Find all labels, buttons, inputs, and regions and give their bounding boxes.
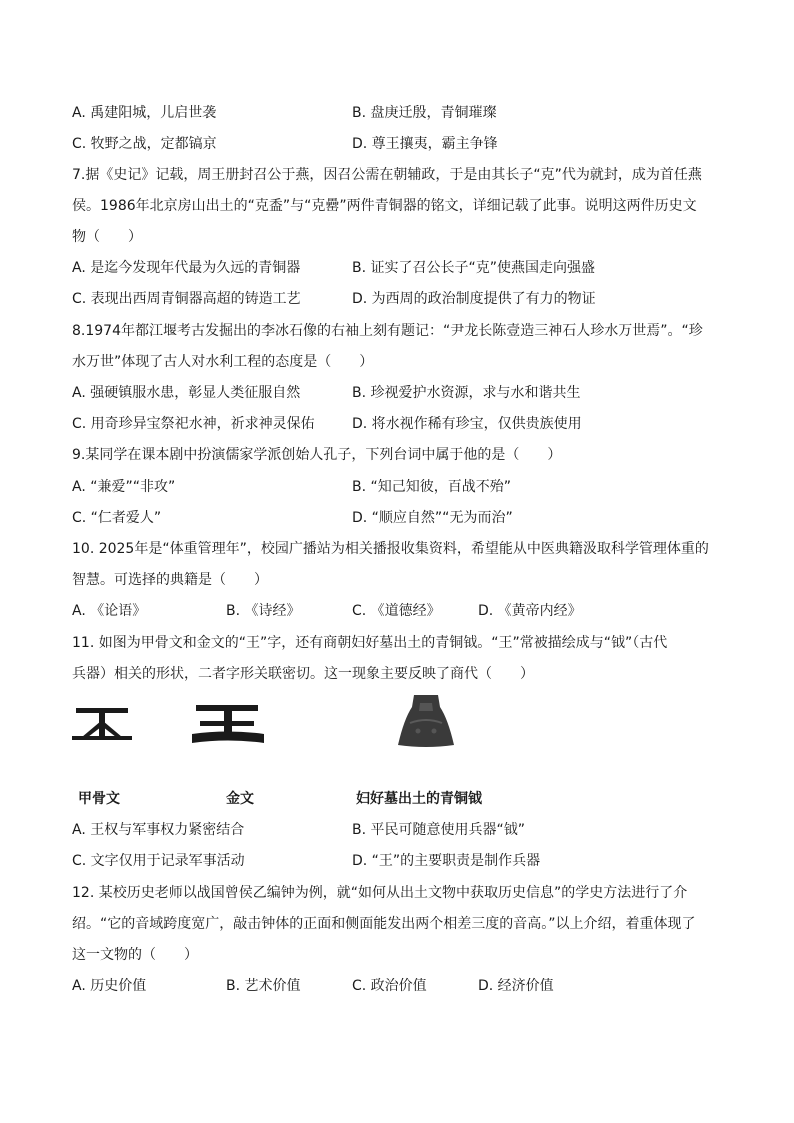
- bronze-script-wang-glyph: [190, 701, 268, 747]
- q8-option-d: D. 将水视作稀有珍宝，仅供贵族使用: [352, 416, 582, 432]
- q10-option-b: B. 《诗经》: [226, 603, 301, 619]
- q6-option-c: C. 牧野之战，定都镐京: [72, 136, 217, 152]
- q10-stem-line-2: 智慧。可选择的典籍是（ ）: [72, 572, 268, 588]
- q10-option-c: C. 《道德经》: [352, 603, 441, 619]
- q9-option-a: A. “兼爱”“非攻”: [72, 479, 176, 495]
- q11-option-a: A. 王权与军事权力紧密结合: [72, 822, 245, 838]
- q7-option-b: B. 证实了召公长子“克”使燕国走向强盛: [352, 260, 596, 276]
- q8-stem-line-2: 水万世”体现了古人对水利工程的态度是（ ）: [72, 354, 374, 370]
- q7-stem-line-1: 7.据《史记》记载，周王册封召公于燕，因召公需在朝辅政，于是由其长子“克”代为就封，成为首任燕: [72, 167, 702, 183]
- q7-option-c: C. 表现出西周青铜器高超的铸造工艺: [72, 291, 301, 307]
- q11-option-c: C. 文字仅用于记录军事活动: [72, 853, 245, 869]
- q12-option-c: C. 政治价值: [352, 978, 427, 994]
- q10-option-d: D. 《黄帝内经》: [478, 603, 582, 619]
- q12-option-b: B. 艺术价值: [226, 978, 301, 994]
- q9-option-d: D. “顺应自然”“无为而治”: [352, 510, 513, 526]
- q10-stem-line-1: 10. 2025年是“体重管理年”，校园广播站为相关播报收集资料，希望能从中医典籍汲取科学管理体重的: [72, 541, 709, 557]
- caption-oracle-bone: 甲骨文: [78, 791, 120, 807]
- q7-stem-line-2: 侯。1986年北京房山出土的“克盉”与“克罍”两件青铜器的铭文，详细记载了此事。说明这两件历史文: [72, 198, 697, 214]
- q12-stem-line-1: 12. 某校历史老师以战国曾侯乙编钟为例，就“如何从出土文物中获取历史信息”的学史方法进行了介: [72, 885, 688, 901]
- q9-option-c: C. “仁者爱人”: [72, 510, 162, 526]
- q8-option-c: C. 用奇珍异宝祭祀水神，祈求神灵保佑: [72, 416, 315, 432]
- q10-option-a: A. 《论语》: [72, 603, 147, 619]
- q6-option-d: D. 尊王攘夷，霸主争锋: [352, 136, 498, 152]
- q8-option-a: A. 强硬镇服水患，彰显人类征服自然: [72, 385, 301, 401]
- q12-option-d: D. 经济价值: [478, 978, 554, 994]
- bronze-yue-axe-image: [396, 693, 456, 749]
- q6-option-b: B. 盘庚迁殷，青铜璀璨: [352, 105, 497, 121]
- q6-option-a: A. 禹建阳城，儿启世袭: [72, 105, 217, 121]
- q11-stem-line-1: 11. 如图为甲骨文和金文的“王”字，还有商朝妇好墓出土的青铜钺。“王”常被描绘成与“钺”（古代: [72, 635, 668, 651]
- q8-option-b: B. 珍视爱护水资源，求与水和谐共生: [352, 385, 581, 401]
- caption-bronze-script: 金文: [226, 791, 254, 807]
- q9-option-b: B. “知己知彼，百战不殆”: [352, 479, 512, 495]
- oracle-bone-wang-glyph: [70, 703, 134, 743]
- q11-stem-line-2: 兵器）相关的形状，二者字形关联密切。这一现象主要反映了商代（ ）: [72, 666, 534, 682]
- q7-stem-line-3: 物（ ）: [72, 229, 142, 245]
- q11-option-d: D. “王”的主要职责是制作兵器: [352, 853, 541, 869]
- q12-option-a: A. 历史价值: [72, 978, 147, 994]
- q7-option-d: D. 为西周的政治制度提供了有力的物证: [352, 291, 596, 307]
- q12-stem-line-2: 绍。“它的音域跨度宽广，敲击钟体的正面和侧面能发出两个相差三度的音高。”以上介绍，着重体现了: [72, 916, 696, 932]
- q8-stem-line-1: 8.1974年都江堰考古发掘出的李冰石像的右袖上刻有题记：“尹龙长陈壹造三神石人珍水万世焉”。“珍: [72, 323, 703, 339]
- q9-stem: 9.某同学在课本剧中扮演儒家学派创始人孔子，下列台词中属于他的是（ ）: [72, 447, 562, 463]
- q12-stem-line-3: 这一文物的（ ）: [72, 947, 198, 963]
- q11-option-b: B. 平民可随意使用兵器“钺”: [352, 822, 526, 838]
- q7-option-a: A. 是迄今发现年代最为久远的青铜器: [72, 260, 301, 276]
- caption-bronze-yue: 妇好墓出土的青铜钺: [356, 791, 482, 807]
